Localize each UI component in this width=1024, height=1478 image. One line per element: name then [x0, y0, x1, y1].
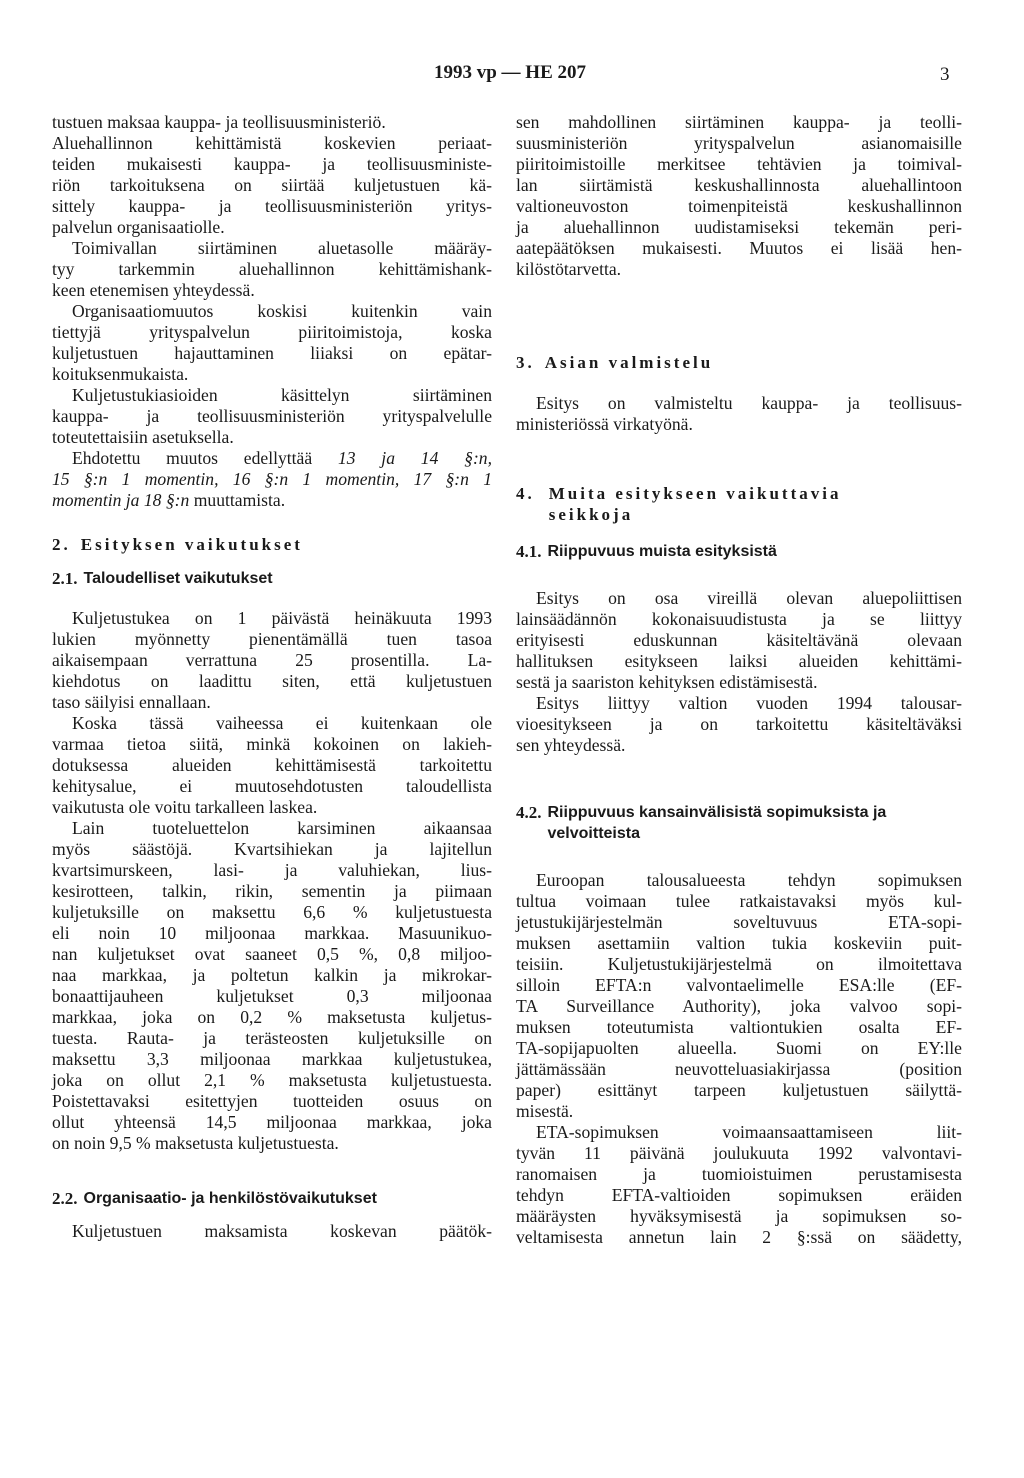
- text-line: ollut yhteensä 14,5 miljoonaa markkaa, joka: [52, 1112, 492, 1132]
- text-line: Esitys liittyy valtion vuoden 1994 talousar-: [536, 693, 962, 713]
- subsection-heading: [52, 568, 492, 589]
- text-line: Esitys on osa vireillä olevan aluepoliittisen: [536, 588, 962, 608]
- text-line: Organisaatiomuutos koskisi kuitenkin vain: [72, 301, 492, 321]
- text-line: aatepäätöksen mukaisesti. Muutos ei lisää hen-: [516, 238, 962, 258]
- text-line: lukien myönnetty pienentämällä tuen tasoa: [52, 629, 492, 649]
- text-line: Esitys on valmisteltu kauppa- ja teollisuus-: [536, 393, 962, 413]
- text-line: paper) esittänyt tarpeen kuljetustuen säilyttä-: [516, 1080, 962, 1100]
- text-line: eli noin 10 miljoonaa markkaa. Masuunikuo-: [52, 923, 492, 943]
- text-line: suusministeriön yrityspalvelun asianomaisille: [516, 133, 962, 153]
- paragraph: [52, 1221, 492, 1242]
- paragraph: [516, 870, 962, 1122]
- text-line: hallituksen esitykseen laiksi alueiden kehittämi-: [516, 651, 962, 671]
- section-number: 4.: [516, 484, 535, 503]
- text-line: ranomaisen ja tuomioistuimen perustamisesta: [516, 1164, 962, 1184]
- section-title: Asian valmistelu: [544, 353, 714, 372]
- text-line: bonaattijauheen kuljetukset 0,3 miljoonaa: [52, 986, 492, 1006]
- text-line: veltamisesta annetun lain 2 §:ssä on säädetty,: [516, 1227, 962, 1247]
- text-line: palvelun organisaatiolle.: [52, 217, 225, 237]
- text-line: Lain tuoteluettelon karsiminen aikaansaa: [72, 818, 492, 838]
- text-line: kuljetustuen hajauttaminen liiaksi on epätar-: [52, 343, 492, 363]
- section-heading: [516, 483, 962, 525]
- section-heading: [52, 534, 492, 555]
- paragraph: [516, 588, 962, 693]
- text-line: sittely kauppa- ja teollisuusministeriön yritys-: [52, 196, 492, 216]
- text-line: muksen toteutumista valtiontukien osalta EF-: [516, 1017, 962, 1037]
- section-title: [549, 483, 842, 525]
- paragraph: [516, 693, 962, 756]
- left-column: [52, 112, 492, 1242]
- right-column: [516, 112, 962, 1248]
- text-line: joka on ollut 2,1 % maksetusta kuljetustuesta.: [52, 1070, 492, 1090]
- text-line: [52, 490, 492, 511]
- text-line: dotuksessa alueiden kehittämisestä tarkoitettu: [52, 755, 492, 775]
- subsection-title: Riippuvuus muista esityksistä: [547, 543, 777, 560]
- paragraph: [52, 448, 492, 511]
- text-line: tiettyjä yrityspalvelun piiritoimistoja, koska: [52, 322, 492, 342]
- text-line: sen yhteydessä.: [516, 735, 626, 755]
- text-line: tyvän 11 päivänä joulukuuta 1992 valvontavi-: [516, 1143, 962, 1163]
- subsection-number: 2.1.: [52, 569, 78, 588]
- text-line: maksettu 3,3 miljoonaa markkaa kuljetustukea,: [52, 1049, 492, 1069]
- subsection-title: Taloudelliset vaikutukset: [83, 570, 273, 587]
- text-line: silloin EFTA:n valvontaelimelle ESA:lle (EF-: [516, 975, 962, 995]
- text-line: sen mahdollinen siirtäminen kauppa- ja teolli-: [516, 112, 962, 132]
- text-line: Aluehallinnon kehittämistä koskevien periaat-: [52, 133, 492, 153]
- paragraph: [52, 238, 492, 301]
- text-line: vaikutusta ole voitu tarkalleen laskea.: [52, 797, 318, 817]
- subsection-title-line: Riippuvuus kansainvälisistä sopimuksista ja: [547, 804, 887, 821]
- subsection-heading: [516, 802, 962, 844]
- paragraph: [52, 385, 492, 448]
- section-title: Esityksen vaikutukset: [80, 535, 303, 554]
- text-line: teiden mukaisesti kauppa- ja teollisuusministe-: [52, 154, 492, 174]
- text-line: muksen asettamiin valtion tukia koskeviin puit-: [516, 933, 962, 953]
- text-line: lainsäädännön kokonaisuudistusta ja se liittyy: [516, 609, 962, 629]
- text-line: teisiin. Kuljetustukijärjestelmä on ilmoitettava: [516, 954, 962, 974]
- text-line: on noin 9,5 % maksetusta kuljetustuesta.: [52, 1133, 339, 1153]
- text-line: varmaa tietoa siitä, minkä kokoinen on lakieh-: [52, 734, 492, 754]
- text-line: kuljetuksille on maksettu 6,6 % kuljetustuesta: [52, 902, 492, 922]
- text-line: naa markkaa, ja poltetun kalkin ja mikrokar-: [52, 965, 492, 985]
- text-line: kiehdotus on laadittu siten, että kuljetustuen: [52, 671, 492, 691]
- subsection-heading: [52, 1188, 492, 1209]
- text-line: kvartsimurskeen, lasi- ja valuhiekan, lius-: [52, 860, 492, 880]
- text-line: Euroopan talousalueesta tehdyn sopimuksen: [536, 870, 962, 890]
- paragraph: [52, 608, 492, 713]
- text-line: tultua voimaan tulee ratkaistavaksi myös kul-: [516, 891, 962, 911]
- subsection-number: 2.2.: [52, 1189, 78, 1208]
- running-header: [0, 62, 1024, 86]
- text-line: Kuljetustukea on 1 päivästä heinäkuuta 1993: [72, 608, 492, 628]
- text-line: tyy tarkemmin aluehallinnon kehittämishank-: [52, 259, 492, 279]
- text-line: tehdyn EFTA-valtioiden sopimuksen eräiden: [516, 1185, 962, 1205]
- document-title: 1993 vp — HE 207: [433, 62, 587, 83]
- paragraph: [52, 818, 492, 1154]
- text-line: ministeriössä virkatyönä.: [516, 414, 693, 434]
- text-line: riön tarkoituksena on siirtää kuljetustuen kä-: [52, 175, 492, 195]
- text-line: toteutettaisiin asetuksella.: [52, 427, 234, 447]
- section-number: 3.: [516, 353, 535, 372]
- paragraph: [516, 112, 962, 280]
- text-line: sestä ja saariston kehityksen edistämisestä.: [516, 672, 818, 692]
- section-reference: 15 §:n 1 momentin, 16 §:n 1 momentin, 17 §:n 1: [52, 469, 492, 489]
- text-line: keen etenemisen yhteydessä.: [52, 280, 255, 300]
- text-line: taso säilyisi ennallaan.: [52, 692, 211, 712]
- text-line: määräysten hyväksymisestä ja sopimuksen so-: [516, 1206, 962, 1226]
- paragraph: [52, 713, 492, 818]
- text-line: aikaisempaan verrattuna 25 prosentilla. La-: [52, 650, 492, 670]
- subsection-title: [548, 802, 887, 844]
- text-line: Poistettavaksi esitettyjen tuotteiden osuus on: [52, 1091, 492, 1111]
- section-heading: [516, 352, 962, 373]
- subsection-number: 4.1.: [516, 542, 542, 561]
- text-line: Toimivallan siirtäminen aluetasolle määräy-: [72, 238, 492, 258]
- text-line: markkaa, joka on 0,2 % maksetusta kuljetus-: [52, 1007, 492, 1027]
- text-line: koituksenmukaista.: [52, 364, 189, 384]
- text-line: [52, 448, 492, 469]
- text-run: muuttamista.: [189, 490, 286, 510]
- text-line: kesirotteen, talkin, rikin, sementin ja piimaan: [52, 881, 492, 901]
- section-reference: 13 ja 14 §:n,: [337, 448, 492, 468]
- text-line: jetustukijärjestelmän soveltuvuus ETA-sopi-: [516, 912, 962, 932]
- paragraph: [516, 393, 962, 435]
- page-number: 3: [940, 64, 950, 85]
- subsection-number: 4.2.: [516, 803, 542, 822]
- text-line: valtioneuvoston toimenpiteistä keskushallinnon: [516, 196, 962, 216]
- text-line: tustuen maksaa kauppa- ja teollisuusministeriö.: [52, 112, 386, 132]
- text-line: misestä.: [516, 1101, 574, 1121]
- subsection-title: Organisaatio- ja henkilöstövaikutukset: [83, 1190, 377, 1207]
- text-line: jättämässään neuvotteluasiakirjassa (position: [516, 1059, 962, 1079]
- text-line: kilöstötarvetta.: [516, 259, 622, 279]
- text-line: Kuljetustukiasioiden käsittelyn siirtäminen: [72, 385, 492, 405]
- text-line: ja aluehallinnon uudistamiseksi tekemän peri-: [516, 217, 962, 237]
- subsection-heading: [516, 541, 962, 562]
- section-title-line: seikkoja: [548, 505, 634, 524]
- text-line: kehitysalue, ei muutosehdotusten taloudellista: [52, 776, 492, 796]
- paragraph: [52, 301, 492, 385]
- subsection-title-line: velvoitteista: [547, 825, 640, 842]
- text-line: piiritoimistoille merkitsee tehtävien ja toimival-: [516, 154, 962, 174]
- text-line: vioesitykseen ja on tarkoitettu käsiteltäväksi: [516, 714, 962, 734]
- text-line: nan kuljetukset ovat saaneet 0,5 %, 0,8 miljoo-: [52, 944, 492, 964]
- text-line: lan siirtämistä keskushallinnosta aluehallintoon: [516, 175, 962, 195]
- text-line: Kuljetustuen maksamista koskevan päätök-: [72, 1221, 492, 1241]
- text-line: TA-sopijapuolten alueella. Suomi on EY:lle: [516, 1038, 962, 1058]
- paragraph: [516, 1122, 962, 1248]
- text-line: TA Surveillance Authority), joka valvoo sopi-: [516, 996, 962, 1016]
- text-line: erityisesti eduskunnan käsiteltävänä olevaan: [516, 630, 962, 650]
- text-line: Koska tässä vaiheessa ei kuitenkaan ole: [72, 713, 492, 733]
- text-line: kauppa- ja teollisuusministeriön yrityspalvelulle: [52, 406, 492, 426]
- text-line: tuesta. Rauta- ja terästeosten kuljetuksille on: [52, 1028, 492, 1048]
- text-line: myös säästöjä. Kvartsihiekan ja lajitellun: [52, 839, 492, 859]
- paragraph: [52, 112, 492, 238]
- section-number: 2.: [52, 535, 71, 554]
- text-line: ETA-sopimuksen voimaansaattamiseen liit-: [536, 1122, 962, 1142]
- text-run: Ehdotettu muutos edellyttää: [72, 448, 338, 468]
- section-title-line: Muita esitykseen vaikuttavia: [548, 484, 842, 503]
- section-reference: momentin ja 18 §:n: [52, 490, 190, 510]
